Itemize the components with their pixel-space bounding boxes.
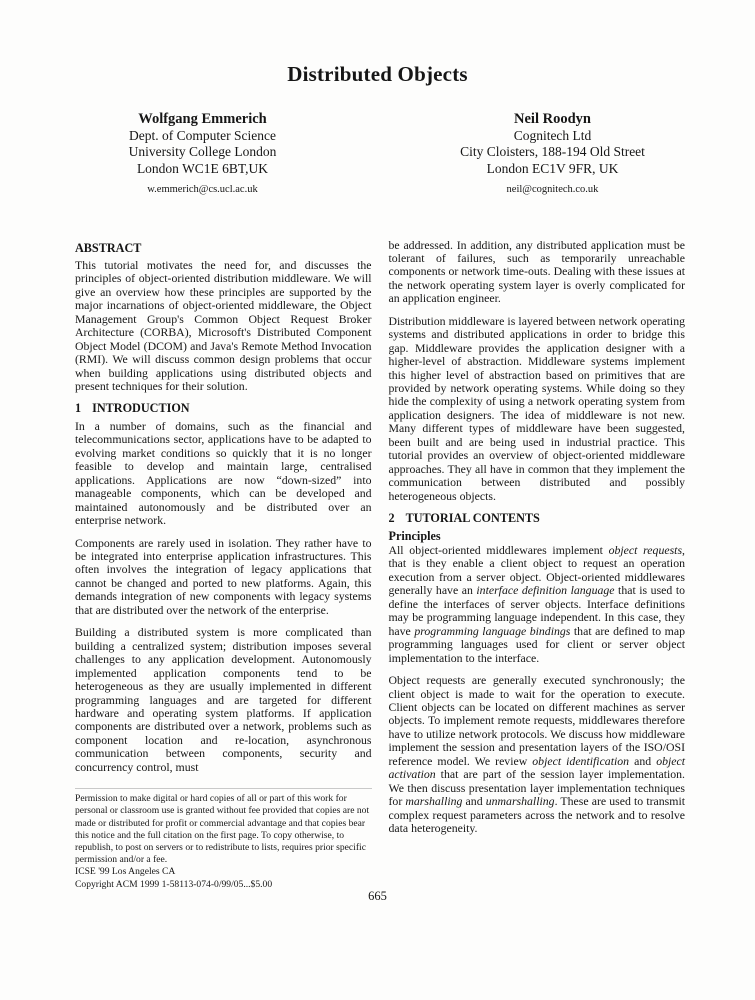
section-number: 2 <box>388 511 395 526</box>
author-dept: Dept. of Computer Science <box>129 127 276 143</box>
section-2-heading <box>389 512 686 525</box>
author-row <box>0 111 755 199</box>
author-email: w.emmerich@cs.ucl.ac.uk <box>147 184 258 195</box>
author-name: Wolfgang Emmerich <box>138 111 267 127</box>
right-column <box>389 239 686 891</box>
principles-paragraph-1: All object-oriented middlewares implement object requests, that is they enable a client object to request an operation execution from a server object. Object-oriented middlewares generally have an interface definition language that is used to define the interfaces of server objects. Interface definitions may be programming language independent. In this case, they have programming language bindings that are defined to map programming languages used for client or server object implementation to the interface. <box>388 543 686 665</box>
principles-subheading: Principles <box>388 528 441 543</box>
copyright-footnote <box>75 788 372 891</box>
page-number: 665 <box>368 889 387 903</box>
author-block-right <box>378 111 728 199</box>
body-paragraph-1: be addressed. In addition, any distributed application must be tolerant of failures, such as temporarily unreachable components or network time-outs. Dealing with these issues at the network operating system layer is overly complicated for an application engineer. <box>388 237 685 306</box>
intro-paragraph-1: In a number of domains, such as the financial and telecommunications sector, applications have to be adapted to evolving market conditions so quickly that it is no longer feasible to develop and maintain large, centralised applications. Applications are now “down-sized” into manageable components, which can be developed and maintained autonomously and be distributed over an enterprise network. <box>75 418 372 528</box>
author-name: Neil Roodyn <box>514 111 591 127</box>
abstract-paragraph: This tutorial motivates the need for, and discusses the principles of object-oriented distribution middleware. We will give an overview how these principles are supported by the major incarnations of object-oriented middleware, the Object Management Group's Common Object Request Broker Architecture (CORBA), Microsoft's Distributed Component Object Model (DCOM) and Java's Remote Method Invocation (RMI). We will discuss common design problems that occur when building applications using distributed objects and present techniques for their solution. <box>75 257 372 394</box>
author-block-left <box>28 111 378 199</box>
copyright-line: Copyright ACM 1999 1-58113-074-0/99/05...$5.00 <box>75 878 273 890</box>
section-label: TUTORIAL CONTENTS <box>405 511 540 526</box>
section-label: INTRODUCTION <box>92 401 190 416</box>
principles-paragraph-2: Object requests are generally executed synchronously; the client object is made to wait for the operation to execute. Client objects can be located on different machines as server objects. To implement remote requests, middlewares therefore have to utilize network protocols. We discuss how middleware implement the session and presentation layers of the ISO/OSI reference model. We review object identification and object activation that are part of the session layer implementation. We then discuss presentation layer implementation techniques for marshalling and unmarshalling. These are used to transmit complex request parameters across the network and to resolve data heterogeneity. <box>388 673 686 836</box>
author-institution: City Cloisters, 188-194 Old Street <box>460 144 645 159</box>
left-column <box>75 239 372 891</box>
intro-paragraph-3: Building a distributed system is more complicated than building a centralized system; distribution imposes several challenges to any application development. Autonomously implemented application components tend to be heterogeneous as they are usually implemented in different programming languages and are targeted for different hardware and operating system platforms. If application components are distributed over a network, problems such as component location and re-location, asynchronous communication between components, security and concurrency control, must <box>75 625 372 774</box>
author-dept: Cognitech Ltd <box>513 127 592 143</box>
permission-notice: Permission to make digital or hard copies of all or part of this work for personal or classroom use is granted without fee provided that copies are not made or distributed for profit or commercial advantage and that copies bear this notice and the full citation on the first page. To copy otherwise, to republish, to post on servers or to redistribute to lists, requires prior specific permission and/or a fee. <box>75 793 370 866</box>
body-columns <box>0 239 755 891</box>
conference-venue: ICSE '99 Los Angeles CA <box>75 866 176 878</box>
author-institution: University College London <box>128 144 277 159</box>
section-1-heading <box>75 402 372 415</box>
section-number: 1 <box>75 401 82 416</box>
intro-paragraph-2: Components are rarely used in isolation. They rather have to be integrated into enterprise application infrastructures. This often involves the integration of legacy applications that cannot be changed and ported to new platforms. Again, this demands integration of new components with legacy systems that are distributed over the network of the enterprise. <box>75 535 372 617</box>
page-title: Distributed Objects <box>287 62 468 86</box>
author-address: London WC1E 6BT,UK <box>136 160 269 176</box>
author-address: London EC1V 9FR, UK <box>486 160 619 176</box>
body-paragraph-2: Distribution middleware is layered between network operating systems and distributed applications in order to bridge this gap. Middleware provides the application designer with a higher-level of abstraction. Middleware systems implement this higher level of abstraction based on primitives that are provided by network operating systems. While doing so they hide the complexity of using a network operating system from application designers. The idea of middleware is not new. Many different types of middleware have been suggested, been built and are being used in industrial practice. This tutorial provides an overview of object-oriented middleware approaches. They all have in common that they implement the communication between distributed and possibly heterogeneous objects. <box>388 313 685 503</box>
abstract-heading: ABSTRACT <box>75 240 142 255</box>
author-email: neil@cognitech.co.uk <box>506 184 599 195</box>
